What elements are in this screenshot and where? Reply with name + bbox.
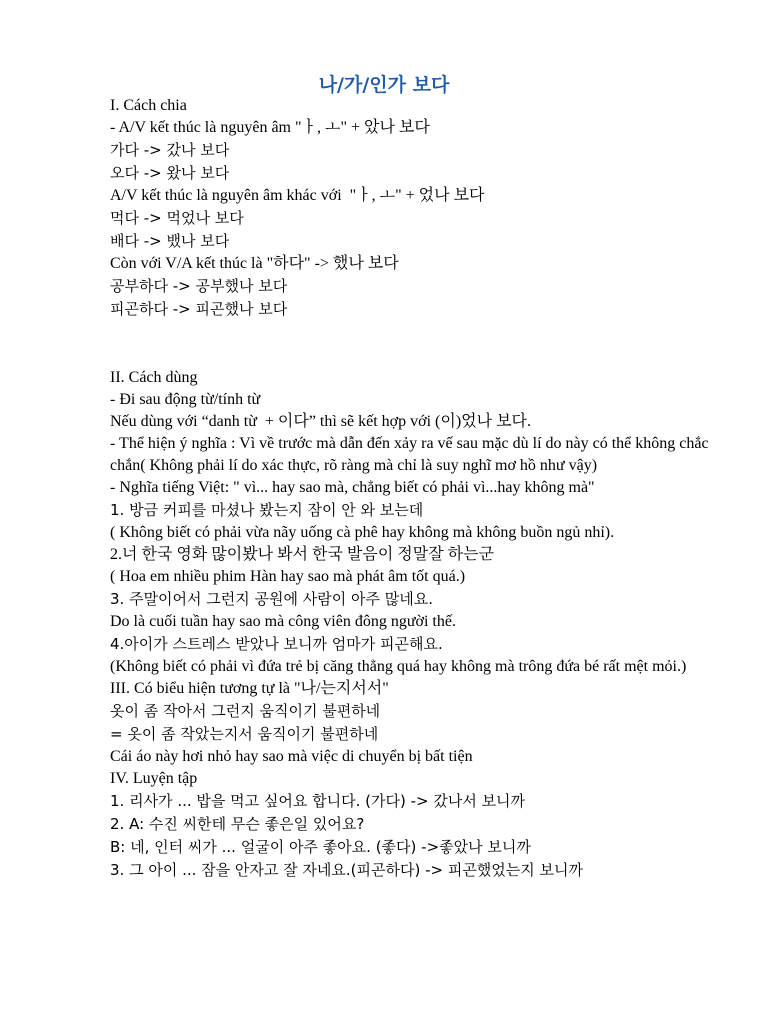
text-line: Còn với V/A kết thúc là "하다" -> 했나 보다: [110, 255, 399, 272]
text-line: Do là cuối tuần hay sao mà công viên đông người thế.: [110, 613, 456, 630]
text-line: - Nghĩa tiếng Việt: " vì... hay sao mà, chẳng biết có phải vì...hay không mà": [110, 479, 595, 496]
text-line: 가다 -> 갔나 보다: [110, 141, 230, 159]
text-line: A/V kết thúc là nguyên âm khác với "ㅏ, ㅗ" + 었나 보다: [110, 187, 485, 204]
text-line: - A/V kết thúc là nguyên âm "ㅏ, ㅗ" + 았나 보다: [110, 119, 430, 136]
text-line: 4.아이가 스트레스 받았나 보니까 엄마가 피곤해요.: [110, 635, 443, 653]
text-line: 먹다 -> 먹었나 보다: [110, 209, 244, 227]
text-line: ( Hoa em nhiều phim Hàn hay sao mà phát âm tốt quá.): [110, 568, 466, 585]
text-line: IV. Luyện tập: [110, 770, 198, 787]
document-title: 나/가/인가 보다: [318, 74, 450, 96]
text-line: 3. 주말이어서 그런지 공원에 사람이 아주 많네요.: [110, 590, 433, 608]
text-line: II. Cách dùng: [110, 369, 198, 386]
text-line: ( Không biết có phải vừa nãy uống cà phê hay không mà không buồn ngủ nhỉ).: [110, 524, 615, 541]
text-line: 공부하다 -> 공부했나 보다: [110, 277, 288, 295]
text-line: 오다 -> 왔나 보다: [110, 164, 230, 182]
text-line: = 옷이 좀 작았는지서 움직이기 불편하네: [110, 725, 379, 743]
text-line: Nếu dùng với “danh từ + 이다” thì sẽ kết hợp với (이)었나 보다.: [110, 413, 531, 430]
text-line: 피곤하다 -> 피곤했나 보다: [110, 300, 288, 318]
text-line: - Đi sau động từ/tính từ: [110, 391, 261, 408]
section-gap: [110, 321, 720, 367]
text-line: 옷이 좀 작아서 그런지 움직이기 불편하네: [110, 702, 381, 720]
text-line: 1. 방금 커피를 마셨나 봤는지 잠이 안 와 보는데: [110, 501, 424, 519]
text-line: 2.너 한국 영화 많이봤나 봐서 한국 발음이 정말잘 하는군: [110, 546, 495, 563]
text-line: Cái áo này hơi nhỏ hay sao mà việc di chuyển bị bất tiện: [110, 748, 473, 765]
text-line: 2. A: 수진 씨한테 무슨 좋은일 있어요?: [110, 815, 365, 833]
text-line: 배다 -> 뱄나 보다: [110, 232, 230, 250]
text-line: (Không biết có phải vì đứa trẻ bị căng thẳng quá hay không mà trông đứa bé rất mệt mỏi.): [110, 658, 687, 675]
text-line: 1. 리사가 ... 밥을 먹고 싶어요 합니다. (가다) -> 갔나서 보니까: [110, 792, 526, 810]
document-body: [110, 95, 720, 882]
text-line: I. Cách chia: [110, 97, 187, 114]
text-line: III. Có biểu hiện tương tự là "나/는지서서": [110, 680, 389, 697]
text-line: B: 네, 인터 씨가 ... 얼굴이 아주 좋아요. (좋다) ->좋았나 보니까: [110, 838, 531, 856]
text-line: - Thể hiện ý nghĩa : Vì về trước mà dẫn đến xảy ra vế sau mặc dù lí do này có thể không chắc chắn( Không phải lí do xác thực, rõ ràng mà chỉ là suy nghĩ mơ hồ như vậy): [110, 435, 713, 474]
text-line: 3. 그 아이 ... 잠을 안자고 잘 자네요.(피곤하다) -> 피곤했었는지 보니까: [110, 861, 584, 879]
